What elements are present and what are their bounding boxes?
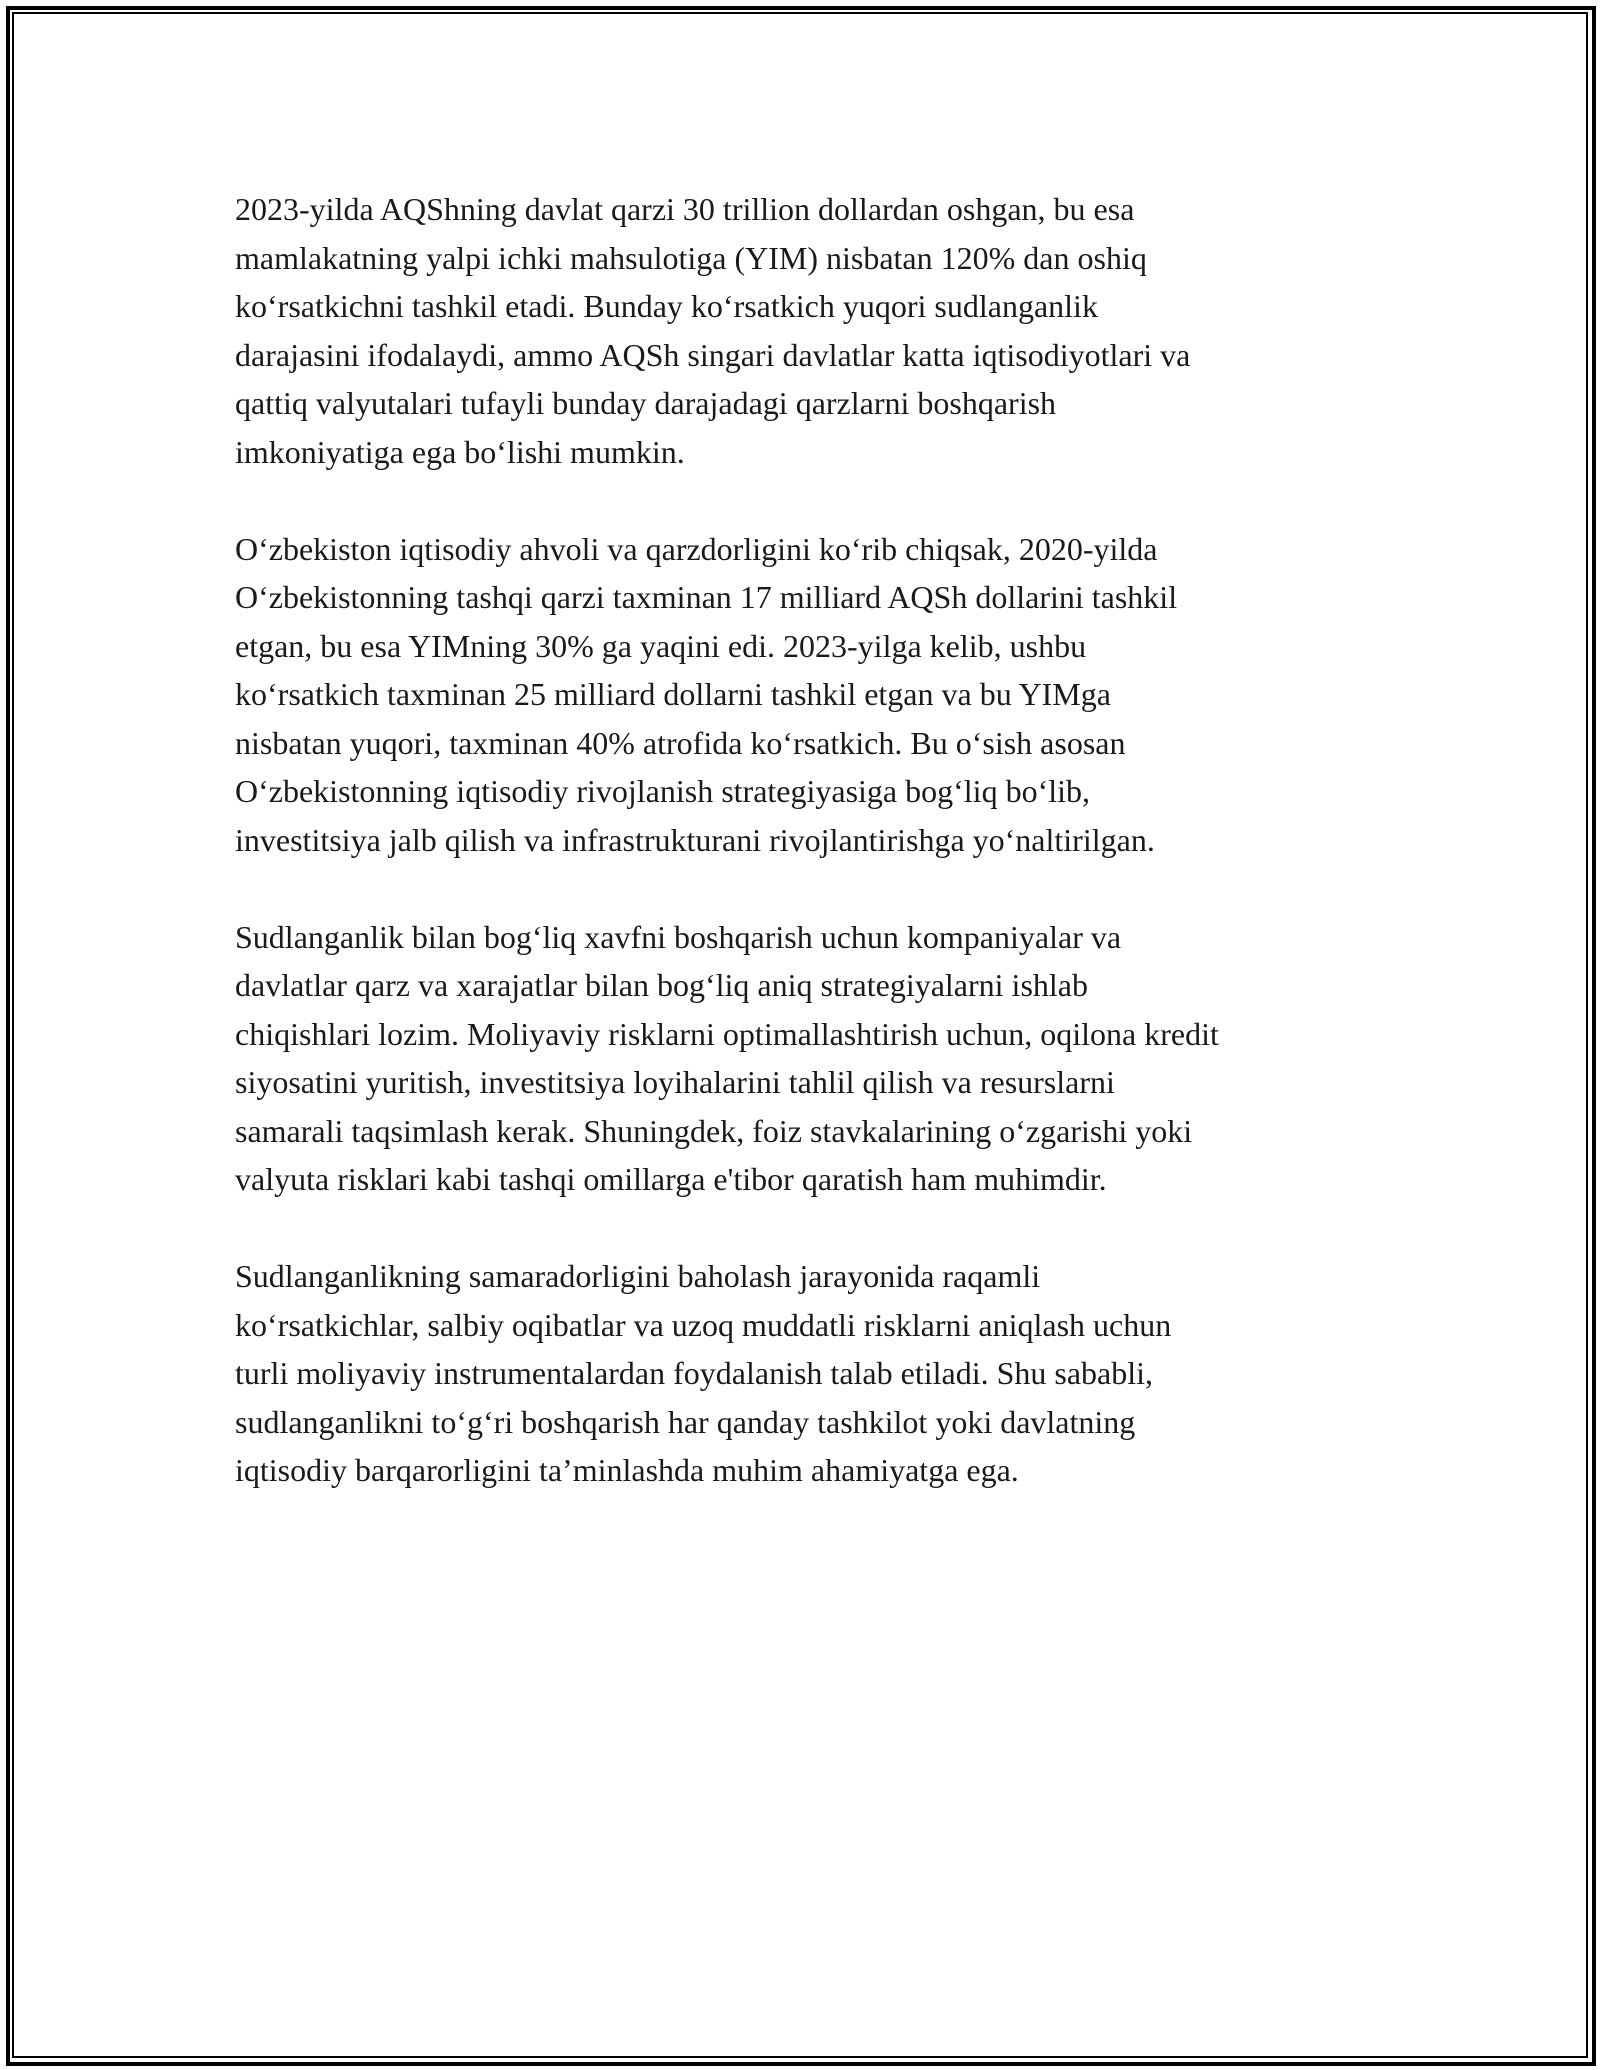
paragraph-1	[235, 185, 1365, 476]
text-line: O‘zbekiston iqtisodiy ahvoli va qarzdorligini ko‘rib chiqsak, 2020-yilda	[235, 530, 1158, 567]
paragraph-2	[235, 525, 1365, 865]
text-line: etgan, bu esa YIMning 30% ga yaqini edi. 2023-yilga kelib, ushbu	[235, 627, 1087, 664]
text-line: nisbatan yuqori, taxminan 40% atrofida ko‘rsatkich. Bu o‘sish asosan	[235, 724, 1126, 761]
text-line: samarali taqsimlash kerak. Shuningdek, foiz stavkalarining o‘zgarishi yoki	[235, 1112, 1193, 1149]
text-line: siyosatini yuritish, investitsiya loyihalarini tahlil qilish va resurslarni	[235, 1064, 1115, 1100]
text-line: sudlanganlikni to‘g‘ri boshqarish har qanday tashkilot yoki davlatning	[235, 1403, 1136, 1440]
text-line: darajasini ifodalaydi, ammo AQSh singari davlatlar katta iqtisodiyotlari va	[235, 336, 1191, 373]
text-line: turli moliyaviy instrumentalardan foydalanish talab etiladi. Shu sababli,	[235, 1355, 1154, 1391]
text-line: mamlakatning yalpi ichki mahsulotiga (YIM) nisbatan 120% dan oshiq	[235, 239, 1147, 276]
text-line: O‘zbekistonning iqtisodiy rivojlanish strategiyasiga bog‘liq bo‘lib,	[235, 773, 1090, 809]
text-line: investitsiya jalb qilish va infrastrukturani rivojlantirishga yo‘naltirilgan.	[235, 821, 1155, 858]
text-line: iqtisodiy barqarorligini ta’minlashda muhim ahamiyatga ega.	[235, 1452, 1019, 1488]
paragraph-4	[235, 1252, 1365, 1495]
text-line: valyuta risklari kabi tashqi omillarga e'tibor qaratish ham muhimdir.	[235, 1161, 1107, 1197]
text-line: qattiq valyutalari tufayli bunday darajadagi qarzlarni boshqarish	[235, 385, 1057, 421]
text-line: ko‘rsatkichni tashkil etadi. Bunday ko‘rsatkich yuqori sudlanganlik	[235, 288, 1098, 324]
text-line: O‘zbekistonning tashqi qarzi taxminan 17 milliard AQSh dollarini tashkil	[235, 579, 1178, 615]
text-line: chiqishlari lozim. Moliyaviy risklarni optimallashtirish uchun, oqilona kredit	[235, 1015, 1219, 1052]
text-line: ko‘rsatkichlar, salbiy oqibatlar va uzoq muddatli risklarni aniqlash uchun	[235, 1306, 1172, 1343]
document-body	[235, 185, 1365, 1543]
text-line: Sudlanganlik bilan bog‘liq xavfni boshqarish uchun kompaniyalar va	[235, 918, 1122, 955]
text-line: ko‘rsatkich taxminan 25 milliard dollarni tashkil etgan va bu YIMga	[235, 676, 1111, 712]
text-line: davlatlar qarz va xarajatlar bilan bog‘liq aniq strategiyalarni ishlab	[235, 967, 1088, 1003]
text-line: Sudlanganlikning samaradorligini baholash jarayonida raqamli	[235, 1258, 1041, 1294]
text-line: 2023-yilda AQShning davlat qarzi 30 trillion dollardan oshgan, bu esa	[235, 191, 1135, 227]
text-line: imkoniyatiga ega bo‘lishi mumkin.	[235, 433, 685, 470]
paragraph-3	[235, 913, 1365, 1204]
